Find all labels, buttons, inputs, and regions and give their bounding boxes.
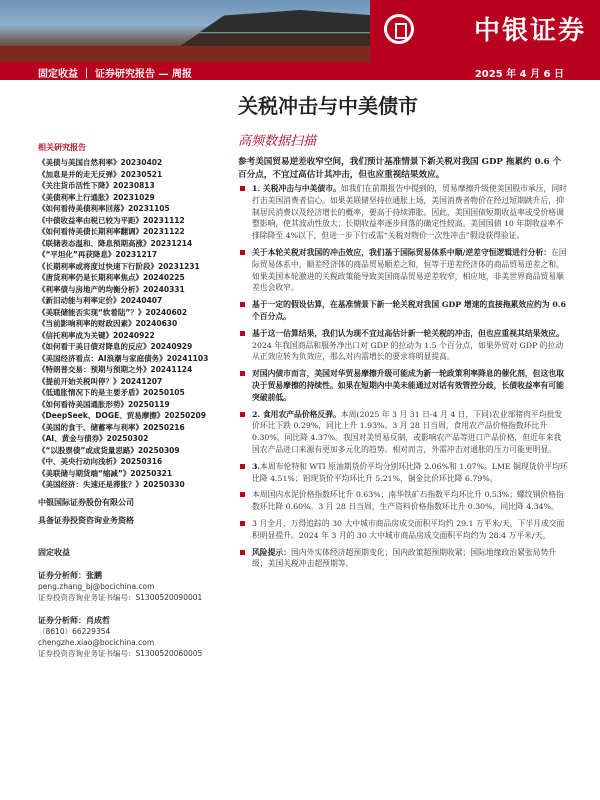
summary-bullet [238,547,568,571]
bullet-text: 在国际贸易体系中，顺差经济体的商品贸易顺差之和，恒等于逆差经济体的商品贸易逆差之和。如果美国本轮激进的关税政策能导致美国商品贸易逆差收窄，相应地，非美世界商品贸易顺差也会收窄。 [252,247,567,293]
report-date: 2025 年 4 月 6 日 [474,69,564,80]
company-name: 中银国际证券股份有限公司 [38,497,134,507]
summary-bullet [238,247,568,294]
related-report-item[interactable]: 《当前影响利率的财政因素》20240630 [38,319,178,328]
related-report-item[interactable]: 《长期利率或将度过快速下行阶段》20231231 [38,261,200,271]
analyst-name: 证券分析师：肖成哲 [38,615,110,625]
analyst-block [38,570,228,603]
related-report-item[interactable]: 《特朗普交易：预期与预期之外》20241124 [38,365,193,374]
related-report-item[interactable]: 《唐货利率仍是长期利率焦点》20240225 [38,273,185,282]
report-category: 固定收益 ｜ 证券研究报告 — 周报 [38,69,192,80]
related-report-item[interactable]: 《美债与美国自然利率》20230402 [38,158,163,167]
sidebar [38,142,228,659]
analyst-email[interactable]: peng.zhang_bj@bocichina.com [38,581,155,591]
related-report-item[interactable]: 《“以股票债”或成货量思路》20250309 [38,445,180,455]
related-report-item[interactable]: 《利率债与房地产的均衡分析》20240331 [38,284,185,294]
bullet-bold-text: 对国内债市而言，美国对华贸易摩擦升级可能成为新一轮政策利率降息的催化剂，但这也取决于贸易摩擦的持续性。如果在短期内中美未能通过对话有效管控分歧，长债收益率有可能突破前低。 [252,369,564,402]
summary-bullet [238,368,568,403]
related-report-item[interactable]: 《如何看待美债长期利率翻调》20231122 [38,227,185,236]
related-report-item[interactable]: 《中、美央行动向浅析》20250316 [38,457,163,466]
analyst-block [38,615,228,659]
bullet-text: 2024 年我国商品和服务净出口对 GDP 的拉动为 1.5 个百分点，如果外贸对 GDP 的拉动从正效应转为负效应，那么对内需增长的要求将明显提高。 [252,340,564,362]
related-report-item[interactable]: 《美国经济看点：AI浪潮与家庭债务》20241103 [38,353,209,363]
bullet-text: 如我们在前期报告中提到的，贸易摩擦升级使美国股市承压，同时打击美国消费者信心。如果美联储坚持拉通胀上场，美国消费者物价在经过短期跳升后，抑制居民消费以及经济增长的概率，要高于持续滞胀。因此，美国国债短期收益率或受价格调整影响，使其波动性放大；长期收益率逐步回落的确定性较高。美国国债 10 年期收益率不排除降至 4%以下，但进一步下行或需“关税对物价一次性冲击”假设获得验证。 [252,184,567,241]
summary-bullet [238,299,568,323]
header-banner [0,0,600,62]
related-reports-heading: 相关研究报告 [38,143,86,152]
report-type-bar [0,62,600,80]
related-report-item[interactable]: 《新旧动能与利率定价》20240407 [38,296,163,305]
analyst-email[interactable]: chengzhe.xiao@bocichina.com [38,637,155,647]
brand-name: 中银证券 [473,16,586,46]
bullet-text: 本周布伦特和 WTI 原油期货价平均分别环比降 2.06%和 1.07%。LME 铜现货价平均环比降 4.51%；铝现货价平均环比升 5.21%，铜金比价环比降 6.79%。 [252,461,568,483]
analyst-cert: 证券投资咨询业务证书编号：S1300520060005 [38,648,203,658]
bullet-bold-text: 风险提示： [252,547,291,557]
analyst-name: 证券分析师：张鹏 [38,570,102,580]
related-report-item[interactable]: 《关注货币活性下降》20230813 [38,181,155,190]
summary-bullet [238,328,568,363]
bullet-bold-text: 2. 食用农产品价格反弹。 [252,409,341,419]
related-report-item[interactable]: 《联储表态温和、降息预期高涨》20231214 [38,238,193,248]
bank-logo-icon [384,14,414,44]
bullet-text: 国内外实体经济超预期变化；国内政策超预期收紧；国际地缘政治紧张局势升级；美国关税冲击超预期等。 [252,547,557,569]
company-qualification: 具备证券投资咨询业务资格 [38,515,134,525]
related-report-item[interactable]: 《美联储能否实现“软着陆”？》20240602 [38,307,188,317]
related-report-item[interactable]: 《提前开始关税叫停？》20241207 [38,376,163,386]
summary-lead: 参考美国贸易逆差收窄空间，我们预计基准情景下新关税对我国 GDP 拖累约 0.6 个百分点，不宜过高估计其冲击，但也应重视结果效应。 [238,157,562,180]
bullet-text: 本周国内水泥价格指数环比升 0.63%；南华铁矿石指数平均环比升 0.53%；螺纹钢价格指数环比降 0.60%。3 月 28 日当周，生产资料价格指数环比升 0.30%，同比降 4.34%。 [252,490,564,512]
related-report-item[interactable]: 《如何看待美债利率回落》20231105 [38,204,170,213]
related-report-item[interactable]: 《“平坦化”再获降息》20231217 [38,250,158,259]
summary-bullet [238,183,568,242]
bullet-text: 本周(2025 年 3 月 31 日-4 月 4 日，下同)农业部猪肉平均批发价环比下跌 0.29%，同比上升 1.93%。3 月 28 日当周，食用农产品价格指数环比升 0.30%，同比降 4.37%。我国对美贸易反制，或影响农产品等进口产品价格，但近年来我国农产品进口来源有更加多元化的趋势。相对而言，外需冲击对通胀的压力可能更明显。 [252,409,563,454]
report-title: 关税冲击与中美债市 [238,94,418,118]
analyst-cert: 证券投资咨询业务证书编号：S1300520090001 [38,592,203,602]
related-report-item[interactable]: 《中债收益率由税已较为平距》20231112 [38,215,185,225]
bullet-bold-text: 1. 关税冲击与中美债市。 [252,184,341,193]
bullet-bold-text: 基于这一估算结果，我们认为现不宜过高估计新一轮关税的冲击，但也应重视其结果效应。 [252,328,564,338]
related-report-item[interactable]: 《DeepSeek、DOGE、贸易摩擦》20250209 [38,411,206,420]
bullet-text: 3 月全月，万得追踪的 30 大中城市商品房成交面积平均约 29.1 万平米/天，下半月成交面积明显提升。2024 年 3 月的 30 大中城市商品房成交面积平均约为 28.4 万平米/天。 [252,518,565,540]
related-report-item[interactable]: 《美国的食干、储蓄率与利率》20250216 [38,422,185,432]
bullet-bold-text: 关于本轮关税对我国的冲击效应，我们基于国际贸易体系中顺/逆差守恒逻辑进行分析： [252,247,552,257]
section-label: 固定收益 [38,547,70,557]
related-report-item[interactable]: 《低通胀情况下的是主要矛盾》20250105 [38,388,185,397]
related-reports-list [38,157,228,491]
summary-bullet [238,409,568,456]
related-report-item[interactable]: 《美国经济：失速还是滞胀？》20250330 [38,480,185,489]
summary-bullet [238,518,568,542]
related-report-item[interactable]: 《加息是并的走无反弹》20230521 [38,169,163,179]
related-report-item[interactable]: 《美联储与期货端“缩减”》20250321 [38,468,173,478]
related-report-item[interactable]: 《美债利率上行通胀》20231029 [38,192,155,202]
related-report-item[interactable]: 《AI、黄金与债券》20250302 [38,434,149,443]
summary-bullets [238,183,568,575]
related-report-item[interactable]: 《如何看干美日债对降息的反应》20240929 [38,342,193,351]
bullet-bold-text: 基于一定的假设估算，在基准情景下新一轮关税对我国 GDP 增速的直接拖累效应约为 0.6 个百分点。 [252,300,566,321]
report-subtitle: 高频数据扫描 [238,134,317,149]
bullet-bold-text: 3. [252,461,261,471]
brand-box [370,0,600,62]
summary-bullet [238,461,568,485]
analyst-phone: （8610）66229354 [38,626,111,636]
related-report-item[interactable]: 《信托利率成为关键》20240922 [38,330,155,340]
related-report-item[interactable]: 《如何看待美国通胀形势》20250119 [38,399,170,409]
summary-bullet [238,489,568,513]
